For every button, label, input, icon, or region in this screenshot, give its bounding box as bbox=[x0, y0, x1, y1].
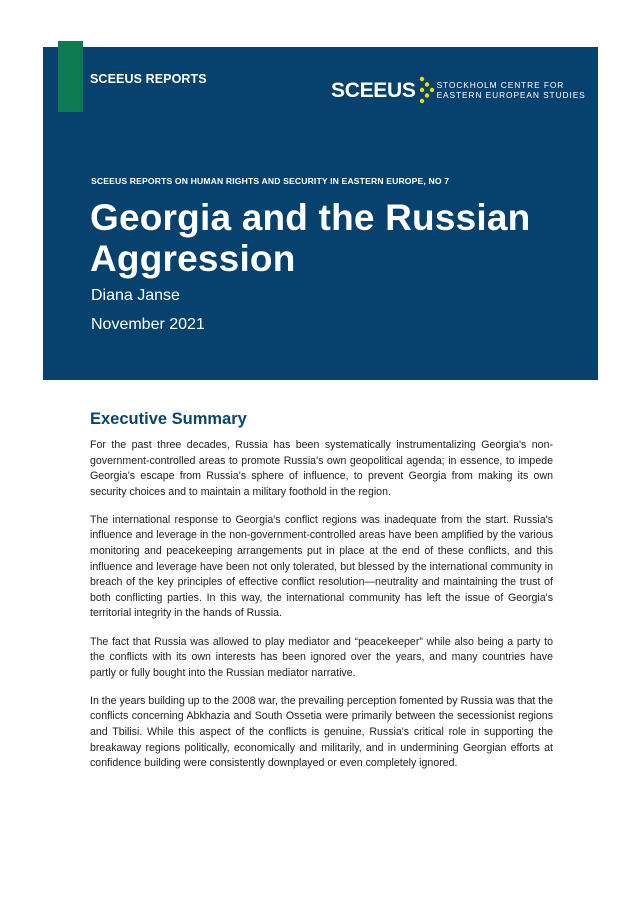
executive-summary-body bbox=[90, 438, 553, 784]
logo-subtitle bbox=[437, 80, 586, 101]
publication-date: November 2021 bbox=[91, 316, 205, 333]
accent-bar bbox=[58, 41, 83, 112]
logo-dots-icon bbox=[418, 76, 434, 104]
author: Diana Janse bbox=[91, 287, 180, 304]
paragraph: For the past three decades, Russia has been systematically instrumentalizing Georgia's non-government-controlled areas to promote Russia's own geopolitical agenda; in essence, to impede Georgia's escape from Russia's sphere of influence, to prevent Georgia from making its own security choices and to maintain a military foothold in the region. bbox=[90, 439, 553, 498]
report-series: SCEEUS REPORTS ON HUMAN RIGHTS AND SECURITY IN EASTERN EUROPE, NO 7 bbox=[91, 176, 450, 186]
paragraph: In the years building up to the 2008 war, the prevailing perception fomented by Russia was that the conflicts concerning Abkhazia and South Ossetia were primarily between the secessionist regions and Tbilisi. While this aspect of the conflicts is genuine, Russia's critical role in supporting the breakaway regions politically, economically and militarily, and in undermining Georgian efforts at confidence building were consistently downplayed or even completely ignored. bbox=[90, 694, 553, 770]
series-label: SCEEUS REPORTS bbox=[90, 72, 207, 86]
paragraph: The international response to Georgia's conflict regions was inadequate from the start. Russia's influence and leverage in the non-government-controlled areas have been amplified by the various monitoring and peacekeeping arrangements put in place at the end of these conflicts, and this influence and leverage have been not only tolerated, but blessed by the international community in breach of the key principles of effective conflict resolution—neutrality and maintaining the trust of both conflicting parties. In this way, the international community has left the issue of Georgia's territorial integrity in the hands of Russia. bbox=[90, 513, 553, 620]
section-heading: Executive Summary bbox=[90, 410, 247, 428]
sceeus-logo bbox=[331, 76, 586, 104]
paragraph: The fact that Russia was allowed to play mediator and “peacekeeper” while also being a party to the conflicts with its own interests has been ignored over the years, and many countries have partly or fully bought into the Russian mediator narrative. bbox=[90, 635, 553, 679]
logo-subtitle-line2: EASTERN EUROPEAN STUDIES bbox=[436, 90, 586, 100]
report-title: Georgia and the Russian Aggression bbox=[90, 197, 531, 279]
logo-subtitle-line1: STOCKHOLM CENTRE FOR bbox=[436, 79, 565, 90]
logo-wordmark: SCEEUS bbox=[331, 78, 416, 102]
